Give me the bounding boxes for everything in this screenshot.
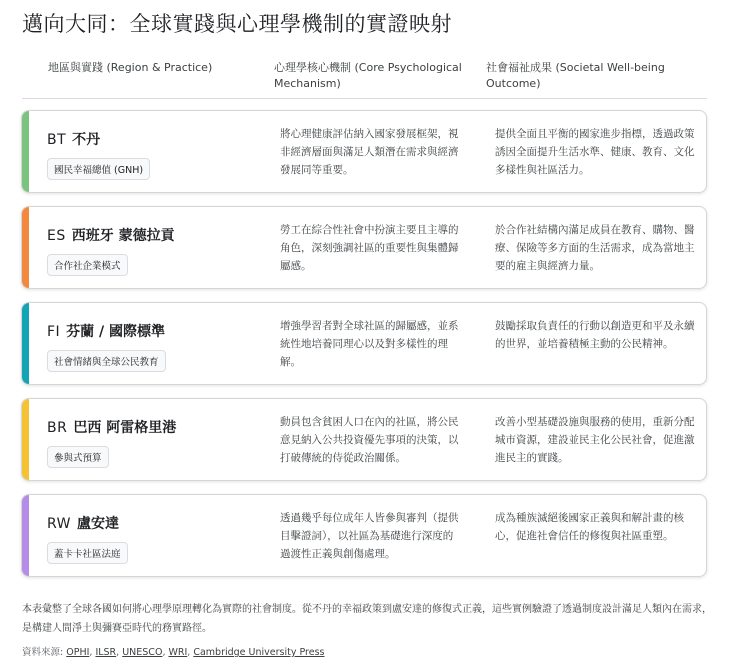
- mechanism-text: 動員包含貧困人口在內的社區，將公民意見納入公共投資優先事項的決策，以打破傳統的侍從政治關係。: [280, 416, 459, 464]
- region-code: ES: [47, 228, 66, 244]
- table-row: [21, 398, 707, 481]
- region-name: 盧安達: [77, 516, 120, 532]
- table-row: [21, 302, 707, 385]
- mechanism-text: 勞工在綜合性社會中扮演主要且主導的角色，深刻強調社區的重要性與集體歸屬感。: [280, 224, 459, 272]
- table-row: [21, 494, 707, 577]
- row-accent-bar: [22, 399, 29, 480]
- practice-badge: 國民幸福總值 (GNH): [47, 158, 150, 180]
- practice-badge: 社會情緒與全球公民教育: [47, 350, 166, 372]
- region-label: [47, 225, 175, 245]
- table-row: [21, 110, 707, 193]
- column-header-mechanism: 心理學核心機制 (Core Psychological Mechanism): [274, 61, 462, 90]
- mechanism-text: 將心理健康評估納入國家發展框架，視非經濟層面與滿足人類潛在需求與經濟發展同等重要。: [280, 128, 459, 176]
- practice-badge: 蓋卡卡社區法庭: [47, 542, 128, 564]
- region-name: 芬蘭 / 國際標準: [66, 324, 166, 340]
- outcome-text: 於合作社結構內滿足成員在教育、購物、醫療、保險等多方面的生活需求，成為當地主要的雇主與經濟力量。: [495, 224, 695, 272]
- region-code: BR: [47, 420, 68, 436]
- row-accent-bar: [22, 303, 29, 384]
- region-label: [47, 321, 165, 341]
- region-label: [47, 129, 100, 149]
- summary-footnote: 本表彙整了全球各國如何將心理學原理轉化為實際的社會制度。從不丹的幸福政策到盧安達的修復式正義，這些實例驗證了透過制度設計滿足人類內在需求，是構建人間淨土與彌賽亞時代的務實路徑。: [22, 604, 712, 634]
- row-accent-bar: [22, 111, 29, 192]
- outcome-text: 鼓勵採取負責任的行動以創造更和平及永續的世界，並培養積極主動的公民精神。: [495, 320, 695, 350]
- outcome-text: 成為種族滅絕後國家正義與和解計畫的核心，促進社會信任的修復與社區重塑。: [495, 512, 684, 542]
- column-header-outcome: 社會福祉成果 (Societal Well-being Outcome): [486, 61, 665, 90]
- header-divider: [22, 98, 707, 99]
- region-name: 巴西 阿雷格里港: [73, 420, 177, 436]
- outcome-text: 提供全面且平衡的國家進步指標，透過政策誘因全面提升生活水準、健康、教育、文化多樣性與社區活力。: [495, 128, 695, 176]
- row-accent-bar: [22, 495, 29, 576]
- mechanism-text: 增強學習者對全球社區的歸屬感，並系統性地培養同理心以及對多樣性的理解。: [280, 320, 459, 368]
- source-link-ophi[interactable]: OPHI: [66, 647, 90, 658]
- page-title: 邁向大同：全球實踐與心理學機制的實證映射: [22, 12, 452, 36]
- mechanism-text: 透過幾乎每位成年人皆參與審判（提供目擊證詞），以社區為基礎進行深度的過渡性正義與創傷處理。: [280, 512, 459, 560]
- source-link-unesco[interactable]: UNESCO: [122, 647, 163, 658]
- source-link-cambridge[interactable]: Cambridge University Press: [193, 647, 325, 658]
- column-header-region: 地區與實踐 (Region & Practice): [48, 61, 213, 74]
- region-code: BT: [47, 132, 67, 148]
- sources-line: 資料來源: OPHI, ILSR, UNESCO, WRI, Cambridge University Press: [22, 647, 325, 658]
- table-row: [21, 206, 707, 289]
- region-label: [47, 513, 119, 533]
- source-link-wri[interactable]: WRI: [168, 647, 188, 658]
- practice-badge: 參與式預算: [47, 446, 109, 468]
- sources-label: 資料來源:: [22, 647, 64, 658]
- source-link-ilsr[interactable]: ILSR: [95, 647, 117, 658]
- region-name: 西班牙 蒙德拉貢: [71, 228, 175, 244]
- region-name: 不丹: [72, 132, 101, 148]
- region-label: [47, 417, 176, 437]
- practice-badge: 合作社企業模式: [47, 254, 128, 276]
- region-code: FI: [47, 324, 61, 340]
- row-accent-bar: [22, 207, 29, 288]
- region-code: RW: [47, 516, 72, 532]
- outcome-text: 改善小型基礎設施與服務的使用，重新分配城市資源，建設並民主化公民社會，促進激進民主的實踐。: [495, 416, 695, 464]
